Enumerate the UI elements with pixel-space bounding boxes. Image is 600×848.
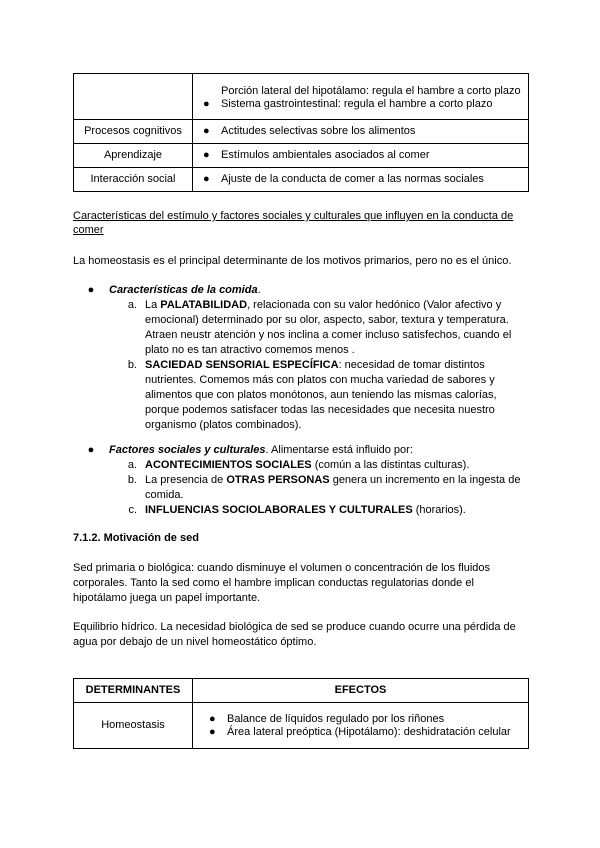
list-item <box>73 283 529 298</box>
list-item: Ajuste de la conducta de comer a las normas sociales <box>221 173 484 185</box>
list-item <box>109 503 529 518</box>
bullet-icon: ● <box>203 125 210 137</box>
list-letter: b. <box>127 359 137 371</box>
list-item: Área lateral preóptica (Hipotálamo): deshidratación celular <box>227 725 511 738</box>
bullet-title: Factores sociales y culturales <box>109 444 266 456</box>
text: La presencia de <box>145 474 227 486</box>
bullet-icon: ● <box>203 149 210 161</box>
list-item <box>109 298 529 358</box>
list-letter: c. <box>128 504 137 516</box>
text: , relacionada con su valor hedónico (Valor afectivo y emocional) determinado por su olor, aspecto, sabor, textura y temperatura. Atraen neustr atención y nos inclina a comer incluso satisfechos, cuando el plato no es tan atractivo comemos menos . <box>145 299 512 356</box>
text: (común a las distintas culturas). <box>311 459 470 471</box>
table-cell-effects <box>193 74 529 120</box>
bullet-icon: ● <box>203 173 210 185</box>
table-row <box>74 703 529 749</box>
table-thirst-determinants <box>73 678 529 749</box>
table-cell-effects <box>193 120 529 144</box>
table-cell-effects <box>193 168 529 192</box>
bullet-icon: ● <box>87 444 95 456</box>
bullet-icon: ● <box>203 97 210 110</box>
table-cell-effects <box>193 703 529 749</box>
table-row <box>74 168 529 192</box>
intro-paragraph: La homeostasis es el principal determinante de los motivos primarios, pero no es el único. <box>73 255 512 267</box>
table-row <box>74 120 529 144</box>
list-item <box>73 443 529 458</box>
bullet-list-social <box>73 443 529 518</box>
table-cell-label <box>74 74 193 120</box>
list-item: Actitudes selectivas sobre los alimentos <box>221 125 416 137</box>
list-item <box>109 473 529 503</box>
bullet-icon: ● <box>209 712 216 725</box>
text: La <box>145 299 161 311</box>
table-cell-label: Interacción social <box>74 168 193 192</box>
section-heading: 7.1.2. Motivación de sed <box>73 532 199 544</box>
table-cell-label: Aprendizaje <box>74 144 193 168</box>
paragraph-thirst: Sed primaria o biológica: cuando disminuye el volumen o concentración de los fluidos corporales. Tanto la sed como el hambre implican conductas regulatorias donde el hipotálamo juega un papel importante. <box>73 562 491 604</box>
bullet-list-food <box>73 283 529 433</box>
punct: . <box>257 284 261 296</box>
bullet-icon: ● <box>209 725 216 738</box>
table-cell-label: Homeostasis <box>74 703 193 749</box>
list-letter: a. <box>127 299 137 311</box>
list-item: Porción lateral del hipotálamo: regula el hambre a corto plazo <box>221 84 521 97</box>
bold-term: INFLUENCIAS SOCIOLABORALES Y CULTURALES <box>145 504 413 516</box>
text: genera un incremento en la ingesta de comida. <box>145 474 521 501</box>
text: : necesidad de tomar distintos nutrientes. Comemos más con platos con mucha variedad de sabores y alimentos que con platos monótonos, aun teniendo las mismas calorías, porque podemos satisfacer todas las necesidades que necesita nuestro organismo (platos combinados). <box>145 359 497 431</box>
column-header: DETERMINANTES <box>74 679 193 703</box>
list-item <box>109 458 529 473</box>
table-row <box>74 144 529 168</box>
bold-term: ACONTECIMIENTOS SOCIALES <box>145 459 312 471</box>
list-item: Sistema gastrointestinal: regula el hambre a corto plazo <box>221 97 493 110</box>
text: (horarios). <box>412 504 466 516</box>
section-link[interactable]: Características del estímulo y factores sociales y culturales que influyen en la conducta de comer <box>73 210 514 236</box>
list-letter: a. <box>127 459 137 471</box>
bullet-icon: ● <box>87 284 95 296</box>
bullet-title: Características de la comida <box>109 284 258 296</box>
paragraph-water-balance: Equilibrio hídrico. La necesidad biológica de sed se produce cuando ocurre una pérdida de agua por debajo de un nivel homeostático óptimo. <box>73 621 516 648</box>
text: . Alimentarse está influido por: <box>265 444 413 456</box>
list-letter: b. <box>127 474 137 486</box>
list-item <box>109 358 529 433</box>
table-hunger-factors <box>73 73 529 192</box>
table-header-row <box>74 679 529 703</box>
table-cell-label: Procesos cognitivos <box>74 120 193 144</box>
column-header: EFECTOS <box>193 679 529 703</box>
list-item: Balance de líquidos regulado por los riñones <box>227 712 445 725</box>
table-row <box>74 74 529 120</box>
bold-term: SACIEDAD SENSORIAL ESPECÍFICA <box>145 359 339 371</box>
bold-term: OTRAS PERSONAS <box>226 474 330 486</box>
table-cell-effects <box>193 144 529 168</box>
list-item: Estímulos ambientales asociados al comer <box>221 149 430 161</box>
bold-term: PALATABILIDAD <box>160 299 248 311</box>
